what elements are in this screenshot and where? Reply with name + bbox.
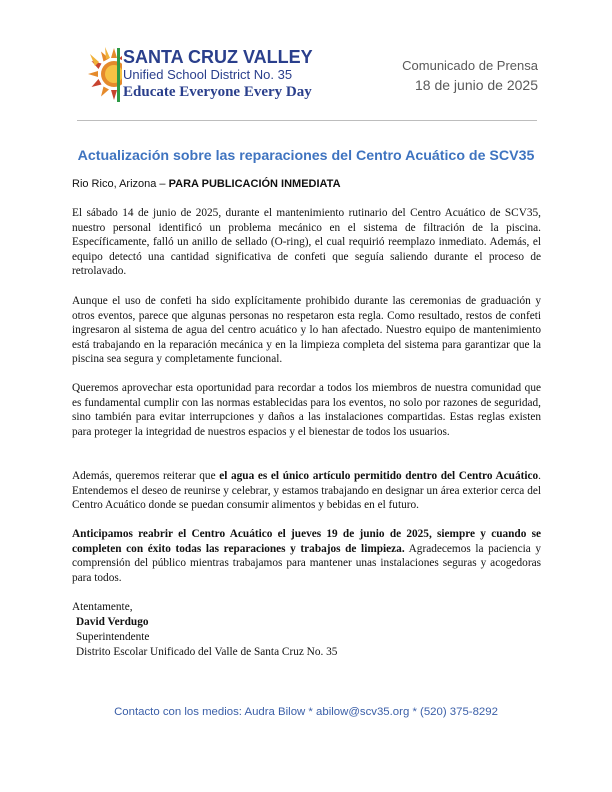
- signature-closing: Atentamente,: [72, 601, 133, 613]
- logo-subtitle: Unified School District No. 35: [123, 67, 293, 82]
- signature-role: Superintendente: [76, 631, 150, 643]
- signature-name-text: David Verdugo: [76, 616, 149, 628]
- header-divider: [77, 120, 537, 121]
- press-release-date: 18 de junio de 2025: [415, 77, 538, 93]
- paragraph-4-emphasis: el agua es el único artículo permitido dentro del Centro Acuático: [219, 470, 539, 482]
- paragraph-5-rest: Agradecemos la paciencia y comprensión del público mientras trabajamos para mantener unas instalaciones seguras y acogedoras para todos.: [72, 542, 541, 584]
- paragraph-5-emphasis: Anticipamos reabrir el Centro Acuático el jueves 19 de junio de 2025, siempre y cuando se completen con éxito todas las reparaciones y trabajos de limpieza.: [72, 528, 541, 555]
- signature-block: [72, 600, 337, 660]
- paragraph-1: El sábado 14 de junio de 2025, durante el mantenimiento rutinario del Centro Acuático de SCV35, nuestro personal identificó un problema mecánico en el sistema de filtración de la piscina. Específicamente, falló un anillo de sellado (O-ring), el cual requirió reemplazo inmediato. Además, el equipo detectó una cantidad significativa de confeti que seguía saliendo durante el proceso de retrolavado.: [72, 207, 541, 277]
- logo-tagline: Educate Everyone Every Day: [123, 84, 312, 100]
- paragraph-2: Aunque el uso de confeti ha sido explícitamente prohibido durante las ceremonias de graduación y otros eventos, parece que algunas personas no respetaron esta regla. Como resultado, restos de confeti ingresaron al sistema de agua del centro acuático y lo han afectado. Nuestro equipo de mantenimiento está trabajando en la reparación mecánica y en la limpieza completa del sistema para garantizar que la piscina sea segura y completamente funcional.: [72, 295, 541, 365]
- paragraph-4-lead: Además, queremos reiterar que: [72, 470, 220, 482]
- page-title: Actualización sobre las reparaciones del Centro Acuático de SCV35: [77, 148, 535, 164]
- signature-name: [72, 615, 337, 630]
- dateline-release: PARA PUBLICACIÓN INMEDIATA: [168, 178, 341, 190]
- logo-title: SANTA CRUZ VALLEY: [123, 47, 313, 67]
- press-header: [402, 57, 538, 96]
- paragraph-4: [72, 469, 541, 513]
- signature-org: Distrito Escolar Unificado del Valle de Santa Cruz No. 35: [76, 646, 338, 658]
- paragraph-4-rest: . Entendemos el deseo de reunirse y celebrar, y estamos trabajando en designar un área exterior cerca del Centro Acuático donde se puedan consumir alimentos y bebidas en el futuro.: [72, 470, 541, 511]
- logo-accent-bar: [117, 48, 120, 102]
- dateline-place: Rio Rico, Arizona –: [72, 178, 166, 190]
- paragraph-5: [72, 527, 541, 585]
- press-release-label: Comunicado de Prensa: [402, 58, 538, 73]
- paragraph-3: Queremos aprovechar esta oportunidad para recordar a todos los miembros de nuestra comunidad que es fundamental cumplir con las normas establecidas para los eventos, no solo por razones de seguridad, sino también para evitar interrupciones y daños a las instalaciones compartidas. Estas reglas existen para proteger la integridad de nuestros espacios y el bienestar de todos los usuarios.: [72, 382, 541, 438]
- dateline: [72, 178, 341, 190]
- media-contact: Contacto con los medios: Audra Bilow * abilow@scv35.org * (520) 375-8292: [114, 706, 498, 718]
